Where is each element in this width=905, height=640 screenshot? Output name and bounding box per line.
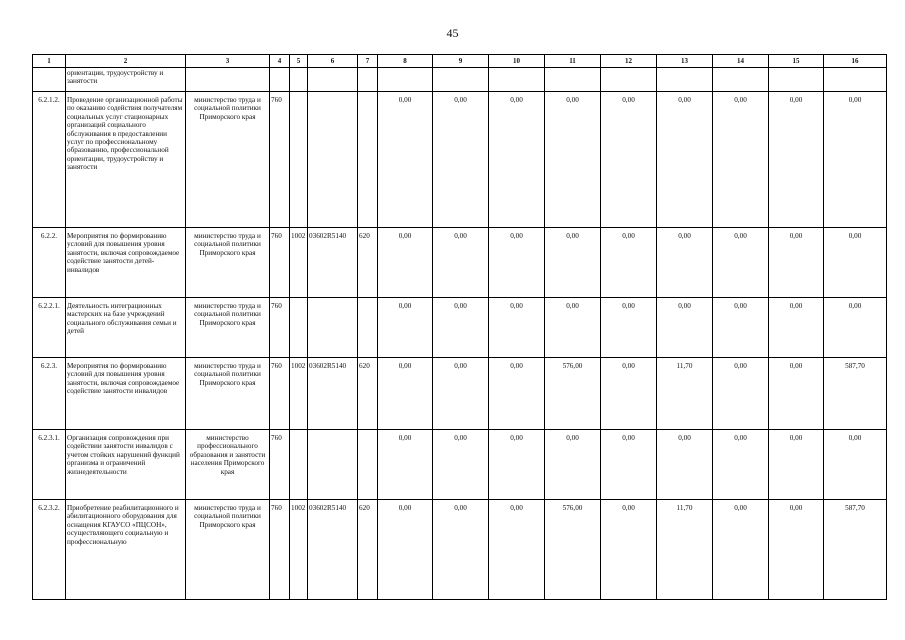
table-row (33, 500, 887, 600)
cell-value: 0,00 (657, 430, 713, 500)
cell-value: 0,00 (489, 430, 545, 500)
cell-value: 0,00 (601, 358, 657, 430)
cell-value: 0,00 (378, 358, 433, 430)
cell-grbs: 760 (270, 92, 290, 228)
cell-value: 0,00 (378, 500, 433, 600)
cell-value: 0,00 (433, 298, 489, 358)
cell-value (657, 68, 713, 92)
cell-number: 6.2.3.2. (33, 500, 66, 600)
cell-vr: 620 (358, 500, 378, 600)
cell-description: Мероприятия по формированию условий для повышения уровня занятости, включая сопровождаемое содействие занятости детей-инвалидов (66, 228, 186, 298)
cell-value: 0,00 (657, 228, 713, 298)
cell-number: 6.2.2. (33, 228, 66, 298)
header-cell: 7 (358, 55, 378, 68)
cell-number: 6.2.3. (33, 358, 66, 430)
header-cell: 6 (308, 55, 358, 68)
header-cell: 14 (713, 55, 769, 68)
cell-value: 0,00 (489, 298, 545, 358)
cell-value: 0,00 (657, 298, 713, 358)
cell-value: 0,00 (378, 228, 433, 298)
cell-vr: 620 (358, 228, 378, 298)
cell-value: 0,00 (433, 92, 489, 228)
cell-csr (308, 92, 358, 228)
cell-rzpr (290, 430, 308, 500)
header-cell: 2 (66, 55, 186, 68)
cell-value: 0,00 (601, 92, 657, 228)
cell-number: 6.2.1.2. (33, 92, 66, 228)
cell-value: 0,00 (713, 228, 769, 298)
cell-number (33, 68, 66, 92)
cell-value: 0,00 (769, 92, 824, 228)
table-row (33, 68, 887, 92)
header-cell: 1 (33, 55, 66, 68)
cell-vr (358, 430, 378, 500)
cell-grbs (270, 68, 290, 92)
cell-value: 0,00 (824, 92, 887, 228)
cell-value: 0,00 (545, 92, 601, 228)
cell-vr: 620 (358, 358, 378, 430)
cell-value: 0,00 (713, 92, 769, 228)
cell-value: 0,00 (433, 358, 489, 430)
cell-rzpr (290, 92, 308, 228)
cell-number: 6.2.2.1. (33, 298, 66, 358)
cell-rzpr (290, 298, 308, 358)
cell-value: 0,00 (545, 430, 601, 500)
cell-value: 0,00 (433, 430, 489, 500)
cell-executor: министерство труда и социальной политики Приморского края (186, 228, 270, 298)
cell-value (601, 68, 657, 92)
cell-value: 0,00 (713, 298, 769, 358)
cell-value: 0,00 (601, 430, 657, 500)
cell-value: 0,00 (769, 430, 824, 500)
cell-value: 0,00 (489, 500, 545, 600)
cell-vr (358, 92, 378, 228)
cell-value: 0,00 (657, 92, 713, 228)
header-cell: 4 (270, 55, 290, 68)
cell-value (769, 68, 824, 92)
cell-vr (358, 298, 378, 358)
cell-value: 0,00 (713, 500, 769, 600)
cell-rzpr: 1002 (290, 500, 308, 600)
cell-value: 576,00 (545, 358, 601, 430)
cell-value: 0,00 (824, 430, 887, 500)
table-row (33, 298, 887, 358)
cell-value: 587,70 (824, 500, 887, 600)
cell-csr: 03602R5140 (308, 228, 358, 298)
cell-executor: министерство труда и социальной политики Приморского края (186, 298, 270, 358)
cell-value (824, 68, 887, 92)
cell-value: 0,00 (378, 430, 433, 500)
cell-value: 587,70 (824, 358, 887, 430)
table-row (33, 358, 887, 430)
cell-value: 0,00 (824, 228, 887, 298)
header-cell: 11 (545, 55, 601, 68)
cell-value: 0,00 (545, 298, 601, 358)
header-cell: 8 (378, 55, 433, 68)
cell-vr (358, 68, 378, 92)
header-row (33, 55, 887, 68)
cell-value (378, 68, 433, 92)
cell-value: 576,00 (545, 500, 601, 600)
cell-description: Деятельность интеграционных мастерских на базе учреждений социального обслуживания семьи и детей (66, 298, 186, 358)
cell-description: Мероприятия по формированию условий для повышения уровня занятости, включая сопровождаемое содействие занятости инвалидов (66, 358, 186, 430)
cell-description: ориентации, трудоустройству и занятости (66, 68, 186, 92)
cell-value: 0,00 (378, 298, 433, 358)
cell-value: 0,00 (489, 358, 545, 430)
cell-csr: 03602R5140 (308, 358, 358, 430)
header-cell: 15 (769, 55, 824, 68)
cell-description: Организация сопровождения при содействии занятости инвалидов с учетом стойких нарушений функций организма и ограничений жизнедеятельности (66, 430, 186, 500)
cell-value: 0,00 (824, 298, 887, 358)
cell-value (713, 68, 769, 92)
table-row (33, 228, 887, 298)
header-cell: 13 (657, 55, 713, 68)
header-cell: 9 (433, 55, 489, 68)
cell-value (545, 68, 601, 92)
cell-csr (308, 298, 358, 358)
header-cell: 5 (290, 55, 308, 68)
cell-grbs: 760 (270, 228, 290, 298)
cell-value (489, 68, 545, 92)
cell-value: 0,00 (433, 228, 489, 298)
cell-value: 0,00 (769, 358, 824, 430)
cell-rzpr: 1002 (290, 228, 308, 298)
table-row (33, 92, 887, 228)
cell-number: 6.2.3.1. (33, 430, 66, 500)
cell-value: 11,70 (657, 358, 713, 430)
cell-csr: 03602R5140 (308, 500, 358, 600)
header-cell: 12 (601, 55, 657, 68)
cell-value: 0,00 (601, 228, 657, 298)
page-number: 45 (446, 26, 459, 40)
cell-value: 0,00 (601, 500, 657, 600)
cell-value: 0,00 (489, 228, 545, 298)
cell-value: 0,00 (769, 228, 824, 298)
cell-description: Приобретение реабилитационного и абилитационного оборудования для оснащения КГАУСО «ПЦСОН», осуществляющего социальную и профессиональную (66, 500, 186, 600)
cell-csr (308, 68, 358, 92)
cell-value (433, 68, 489, 92)
cell-value: 0,00 (713, 358, 769, 430)
cell-csr (308, 430, 358, 500)
cell-grbs: 760 (270, 500, 290, 600)
cell-rzpr: 1002 (290, 358, 308, 430)
table-row (33, 430, 887, 500)
cell-grbs: 760 (270, 358, 290, 430)
header-cell: 16 (824, 55, 887, 68)
cell-value: 0,00 (545, 228, 601, 298)
header-cell: 10 (489, 55, 545, 68)
cell-executor: министерство труда и социальной политики Приморского края (186, 500, 270, 600)
cell-value: 0,00 (433, 500, 489, 600)
cell-value: 0,00 (713, 430, 769, 500)
cell-value: 0,00 (489, 92, 545, 228)
cell-executor: министерство труда и социальной политики Приморского края (186, 358, 270, 430)
cell-value: 0,00 (769, 500, 824, 600)
cell-description: Проведение организационной работы по оказанию содействия получателям социальных услуг стационарных организаций социального обслуживания в предоставлении услуг по профессиональному образованию, профессиональной ориентации, трудоустройству и занятости (66, 92, 186, 228)
header-cell: 3 (186, 55, 270, 68)
budget-table (32, 54, 887, 600)
cell-value: 11,70 (657, 500, 713, 600)
cell-executor: министерство профессионального образования и занятости населения Приморского края (186, 430, 270, 500)
cell-grbs: 760 (270, 430, 290, 500)
cell-value: 0,00 (601, 298, 657, 358)
cell-executor (186, 68, 270, 92)
cell-value: 0,00 (769, 298, 824, 358)
cell-value: 0,00 (378, 92, 433, 228)
cell-executor: министерство труда и социальной политики Приморского края (186, 92, 270, 228)
cell-grbs: 760 (270, 298, 290, 358)
cell-rzpr (290, 68, 308, 92)
